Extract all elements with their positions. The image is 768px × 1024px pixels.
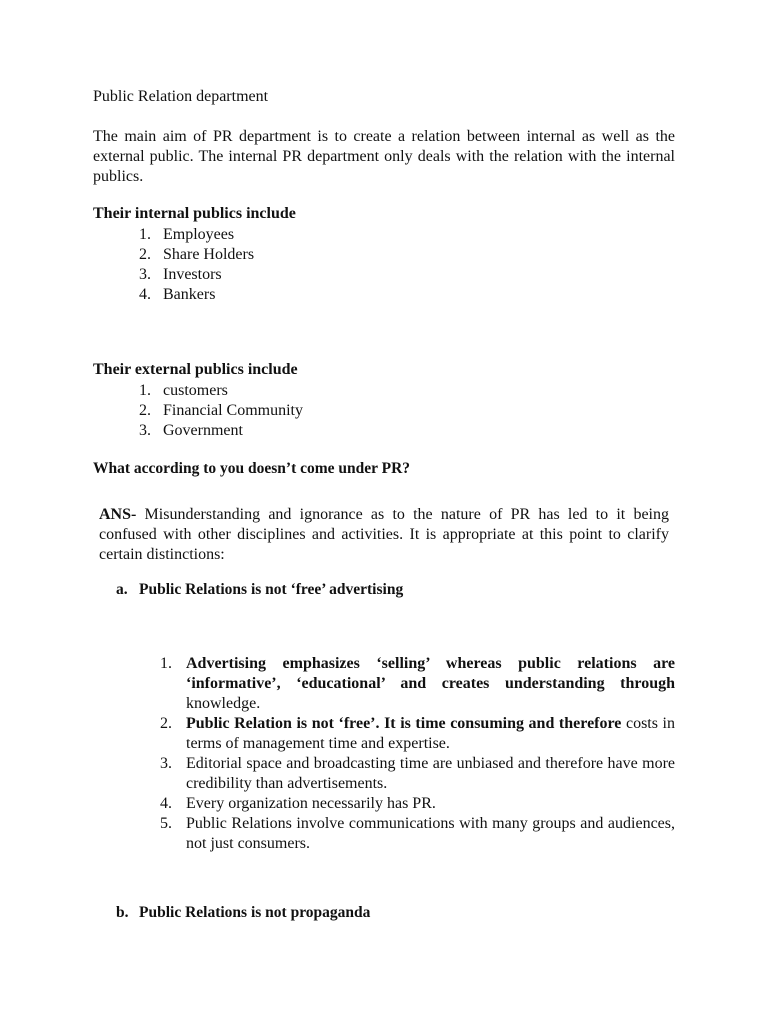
section-a-heading: a. Public Relations is not ‘free’ advertising — [116, 581, 404, 598]
list-item: 4. Every organization necessarily has PR. — [160, 795, 436, 812]
list-item: 2. Share Holders — [139, 246, 255, 263]
question-heading: What according to you doesn’t come under PR? — [93, 460, 411, 477]
external-publics-heading: Their external publics include — [93, 361, 298, 378]
list-item: 3. Editorial space and broadcasting time are unbiased and therefore have more credibility than advertisements. — [160, 755, 675, 792]
list-item: 1. Advertising emphasizes ‘selling’ whereas public relations are ‘informative’, ‘educational’ and creates understanding through knowledge. — [160, 655, 675, 712]
list-item: 3. Government — [139, 422, 243, 439]
list-item: 2. Financial Community — [139, 402, 303, 419]
list-item: 5. Public Relations involve communications with many groups and audiences, not just consumers. — [160, 815, 675, 852]
list-item: 1. Employees — [139, 226, 235, 243]
internal-publics-heading: Their internal publics include — [93, 205, 296, 222]
list-item: 1. customers — [139, 382, 228, 399]
list-item: 4. Bankers — [139, 286, 216, 303]
section-b-heading: b. Public Relations is not propaganda — [116, 904, 371, 921]
intro-paragraph: The main aim of PR department is to create a relation between internal as well as the external public. The internal PR department only deals with the relation with the internal publics. — [93, 128, 675, 185]
list-item: 3. Investors — [139, 266, 222, 283]
document-title: Public Relation department — [93, 88, 269, 105]
external-publics-list — [139, 381, 303, 441]
list-item: 2. Public Relation is not ‘free’. It is time consuming and therefore costs in terms of management time and expertise. — [160, 715, 675, 752]
advertising-points-list — [160, 654, 675, 854]
internal-publics-list — [139, 225, 254, 305]
answer-text: Misunderstanding and ignorance as to the nature of PR has led to it being confused with other disciplines and activities. It is appropriate at this point to clarify certain distinctions: — [99, 506, 669, 563]
answer-label: ANS- — [99, 506, 137, 523]
answer-paragraph — [99, 505, 669, 565]
